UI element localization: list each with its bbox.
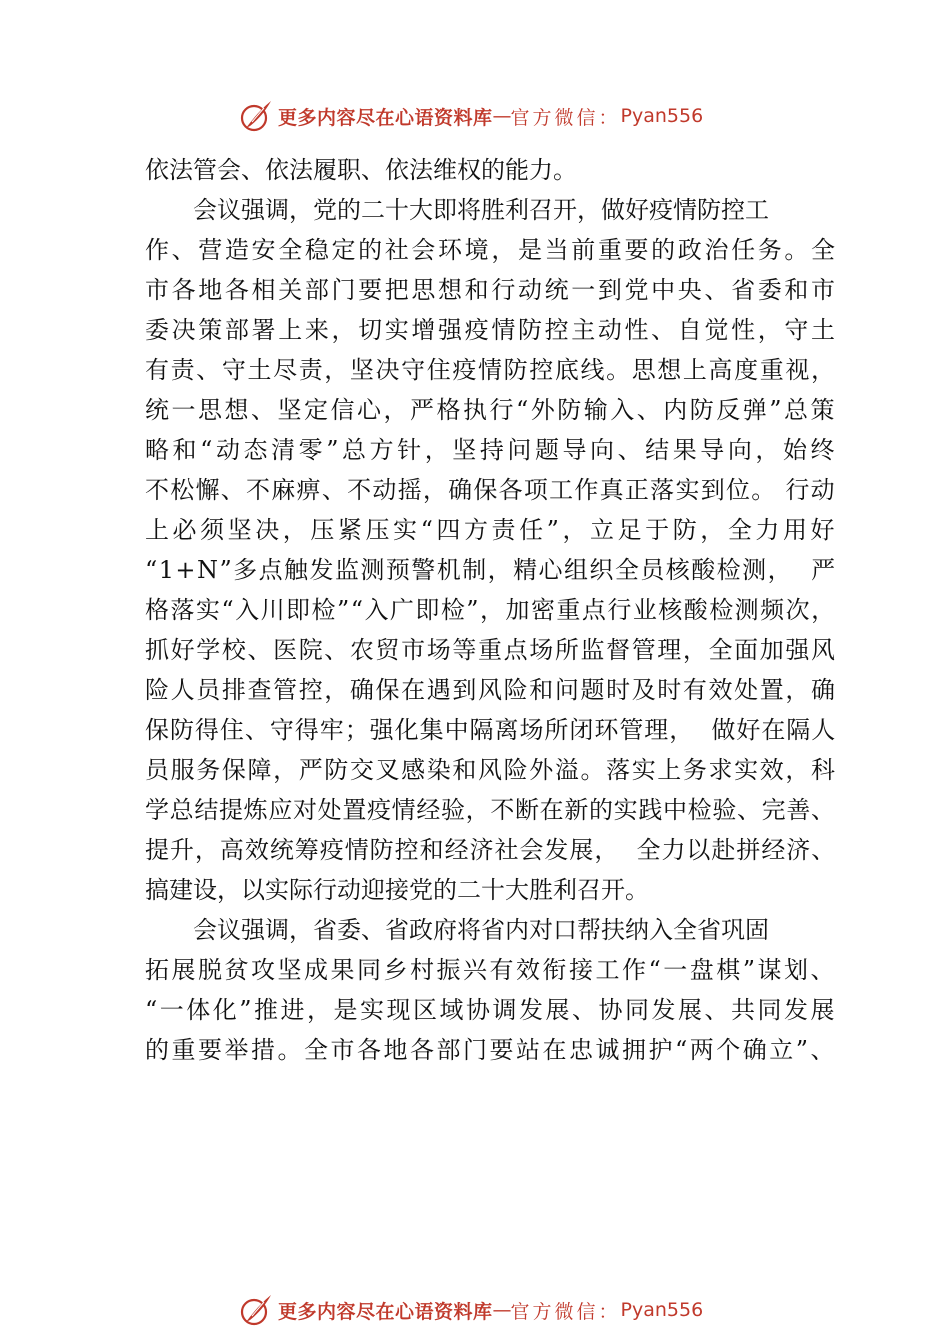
body-line-text: 作、营造安全稳定的社会环境，是当前重要的政治任务。全 — [145, 236, 838, 264]
body-line-text: “1+N”多点触发监测预警机制，精心组织全员核酸检测， 严 — [145, 556, 837, 584]
body-line — [145, 670, 835, 710]
body-line — [145, 510, 839, 550]
body-line-text: 有责、守土尽责，坚决守住疫情防控底线。思想上高度重视， — [145, 356, 837, 384]
footer-banner — [238, 1290, 703, 1330]
body-line — [145, 750, 835, 790]
body-line — [145, 990, 838, 1030]
body-line — [145, 270, 838, 310]
header-banner — [238, 96, 703, 136]
body-line — [145, 350, 835, 390]
body-line — [145, 590, 835, 630]
body-line — [145, 630, 835, 670]
body-line — [145, 950, 838, 990]
body-line: 会议强调，党的二十大即将胜利召开，做好疫情防控工 — [193, 196, 769, 224]
footer-wechat-label: 官方微信： — [510, 1300, 621, 1323]
body-line: 搞建设，以实际行动迎接党的二十大胜利召开。 — [145, 876, 649, 904]
body-line: 会议强调，省委、省政府将省内对口帮扶纳入全省巩固 — [193, 916, 769, 944]
body-line — [145, 1030, 838, 1070]
body-line-text: 的重要举措。全市各地各部门要站在忠诚拥护“两个确立”、 — [145, 1036, 838, 1064]
body-line-text: 抓好学校、医院、农贸市场等重点场所监督管理，全面加强风 — [145, 636, 837, 664]
body-line-text: 统一思想、坚定信心，严格执行“外防输入、内防反弹”总策 — [145, 396, 838, 424]
body-line-text: 略和“动态清零”总方针，坚持问题导向、结果导向，始终 — [145, 436, 839, 464]
body-line-text: 提升，高效统筹疫情防控和经济社会发展， 全力以赴拼经济、 — [145, 836, 837, 864]
body-line-text: 保防得住、守得牢；强化集中隔离场所闭环管理， 做好在隔人 — [145, 716, 837, 744]
header-dash: — — [492, 105, 511, 127]
body-line — [145, 550, 835, 590]
body-line — [145, 790, 835, 830]
body-line — [145, 390, 838, 430]
body-line-text: 险人员排查管控，确保在遇到风险和问题时及时有效处置，确 — [145, 676, 837, 704]
body-line-text: 员服务保障，严防交叉感染和风险外溢。落实上务求实效，科 — [145, 756, 837, 784]
quill-logo-icon — [238, 1292, 274, 1328]
body-line-text: 委决策部署上来，切实增强疫情防控主动性、自觉性，守土 — [145, 316, 838, 344]
body-line-text: 不松懈、不麻痹、不动摇，确保各项工作真正落实到位。 行动 — [145, 476, 836, 504]
header-brand: 更多内容尽在心语资料库 — [278, 106, 493, 129]
body-line-text: 市各地各相关部门要把思想和行动统一到党中央、省委和市 — [145, 276, 838, 304]
quill-logo-icon — [238, 98, 274, 134]
body-line — [145, 430, 839, 470]
body-line-text: 学总结提炼应对处置疫情经验，不断在新的实践中检验、完善、 — [145, 796, 836, 824]
document-body — [145, 150, 839, 1070]
body-line-text: 格落实“入川即检”“入广即检”，加密重点行业核酸检测频次， — [145, 596, 837, 624]
body-line: 依法管会、依法履职、依法维权的能力。 — [145, 156, 577, 184]
body-line-text: 拓展脱贫攻坚成果同乡村振兴有效衔接工作“一盘棋”谋划、 — [145, 956, 838, 984]
body-line-text: “一体化”推进，是实现区域协调发展、协同发展、共同发展 — [145, 996, 838, 1024]
header-wechat-label: 官方微信： — [510, 106, 621, 129]
body-line — [145, 310, 838, 350]
footer-dash: — — [492, 1299, 511, 1321]
footer-wechat-id: Pyan556 — [620, 1299, 704, 1321]
body-line — [145, 710, 835, 750]
header-wechat-id: Pyan556 — [620, 105, 704, 127]
body-line — [145, 830, 835, 870]
body-line — [145, 230, 838, 270]
footer-brand: 更多内容尽在心语资料库 — [278, 1300, 493, 1323]
body-line-text: 上必须坚决，压紧压实“四方责任”，立足于防，全力用好 — [145, 516, 839, 544]
body-line — [145, 470, 835, 510]
